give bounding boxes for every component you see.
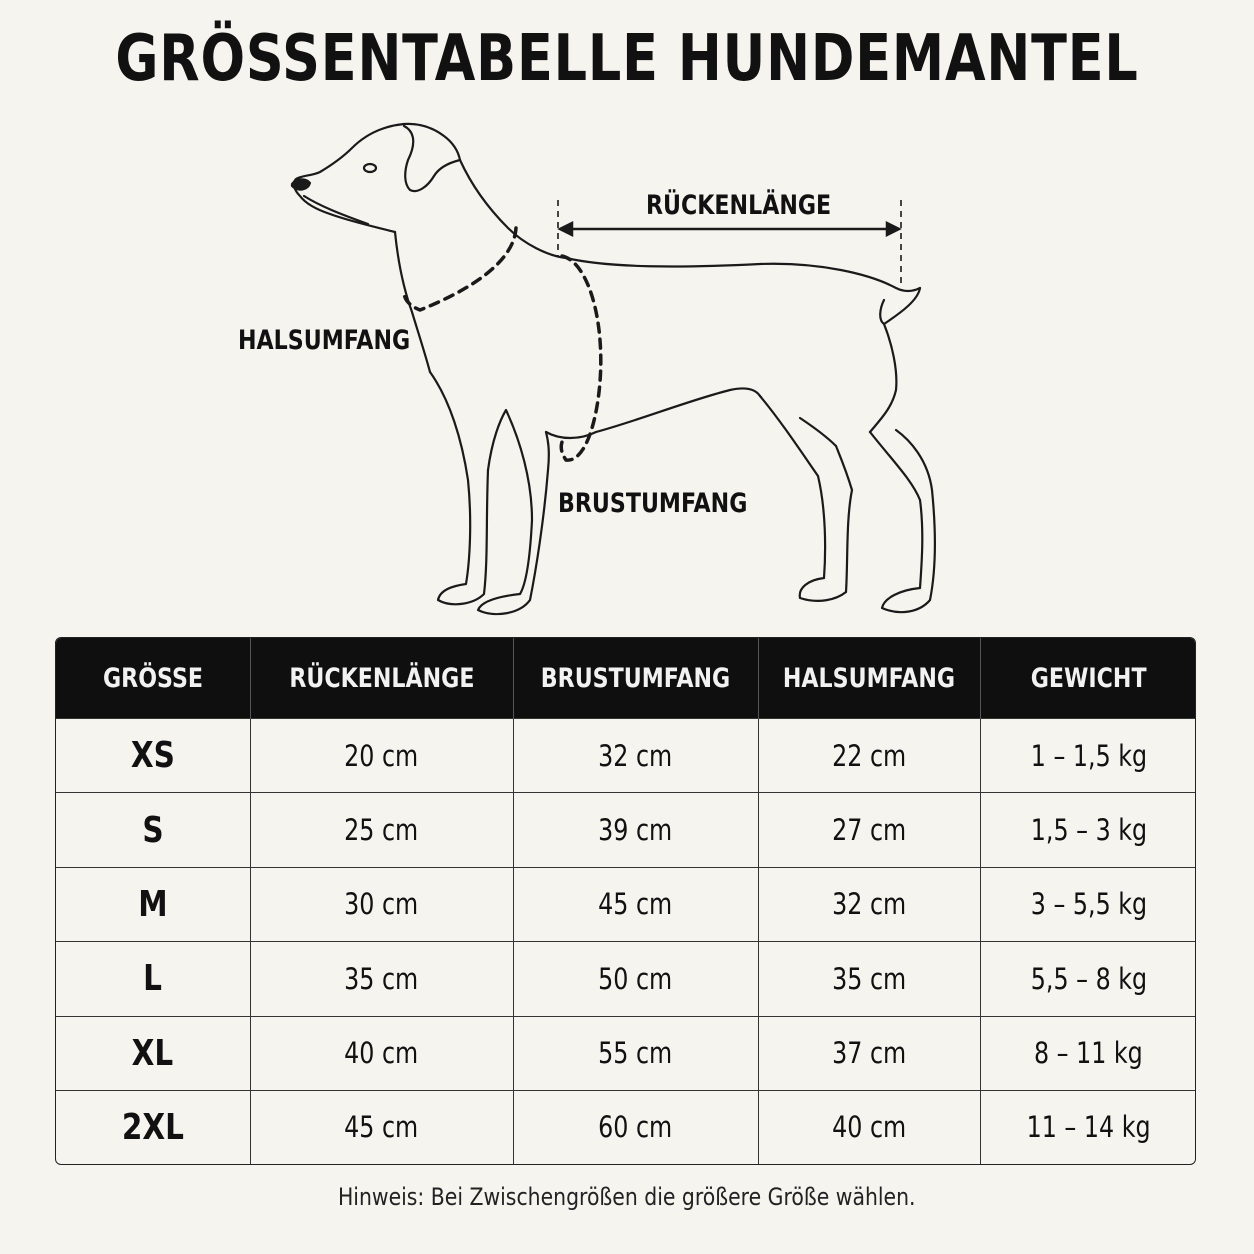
cell-weight: 1,5 – 3 kg	[980, 793, 1196, 867]
cell-chest: 60 cm	[513, 1090, 758, 1164]
cell-back-length: 20 cm	[250, 719, 513, 793]
cell-neck: 40 cm	[758, 1090, 980, 1164]
cell-back-length: 35 cm	[250, 942, 513, 1016]
table-row	[56, 719, 1196, 793]
header-weight: GEWICHT	[980, 638, 1196, 719]
dog-rear	[870, 324, 896, 432]
cell-size: XS	[56, 719, 250, 793]
table-row	[56, 793, 1196, 867]
dog-illustration	[0, 110, 1254, 630]
dog-front-leg-1	[430, 372, 488, 604]
dog-hind-leg-1	[760, 396, 852, 601]
header-size: GRÖSSE	[56, 638, 250, 719]
footnote: Hinweis: Bei Zwischengrößen die größere Größe wählen.	[338, 1183, 916, 1211]
table-row	[56, 1016, 1196, 1090]
chest-label: BRUSTUMFANG	[558, 488, 748, 519]
cell-chest: 32 cm	[513, 719, 758, 793]
dog-eye	[364, 164, 376, 172]
size-table	[55, 637, 1196, 1165]
cell-size: 2XL	[56, 1090, 250, 1164]
table-row	[56, 1090, 1196, 1164]
back-length-label: RÜCKENLÄNGE	[646, 190, 832, 221]
cell-chest: 39 cm	[513, 793, 758, 867]
cell-weight: 8 – 11 kg	[980, 1016, 1196, 1090]
header-chest: BRUSTUMFANG	[513, 638, 758, 719]
dog-head-outline	[294, 124, 460, 232]
neck-label: HALSUMFANG	[238, 325, 411, 356]
cell-neck: 35 cm	[758, 942, 980, 1016]
cell-weight: 1 – 1,5 kg	[980, 719, 1196, 793]
cell-chest: 45 cm	[513, 867, 758, 941]
chest-measure-line	[561, 256, 601, 460]
dog-tail	[880, 288, 920, 324]
dog-drawing	[0, 110, 1254, 630]
page-title: GRÖSSENTABELLE HUNDEMANTEL	[115, 22, 1139, 96]
neck-measure-line	[404, 228, 516, 310]
cell-back-length: 30 cm	[250, 867, 513, 941]
header-back-length: RÜCKENLÄNGE	[250, 638, 513, 719]
header-neck: HALSUMFANG	[758, 638, 980, 719]
cell-back-length: 25 cm	[250, 793, 513, 867]
dog-ear-outline	[404, 126, 460, 191]
cell-weight: 5,5 – 8 kg	[980, 942, 1196, 1016]
cell-chest: 55 cm	[513, 1016, 758, 1090]
dog-belly	[596, 388, 760, 432]
cell-weight: 3 – 5,5 kg	[980, 867, 1196, 941]
dog-front-leg-2	[478, 410, 549, 614]
cell-back-length: 40 cm	[250, 1016, 513, 1090]
cell-chest: 50 cm	[513, 942, 758, 1016]
table-header-row	[56, 638, 1196, 719]
cell-size: XL	[56, 1016, 250, 1090]
table-row	[56, 942, 1196, 1016]
cell-size: L	[56, 942, 250, 1016]
cell-neck: 22 cm	[758, 719, 980, 793]
cell-neck: 27 cm	[758, 793, 980, 867]
cell-neck: 32 cm	[758, 867, 980, 941]
table-row	[56, 867, 1196, 941]
cell-size: S	[56, 793, 250, 867]
cell-size: M	[56, 867, 250, 941]
dog-hind-leg-2	[870, 430, 935, 612]
cell-neck: 37 cm	[758, 1016, 980, 1090]
cell-weight: 11 – 14 kg	[980, 1090, 1196, 1164]
dog-back	[566, 258, 920, 291]
cell-back-length: 45 cm	[250, 1090, 513, 1164]
